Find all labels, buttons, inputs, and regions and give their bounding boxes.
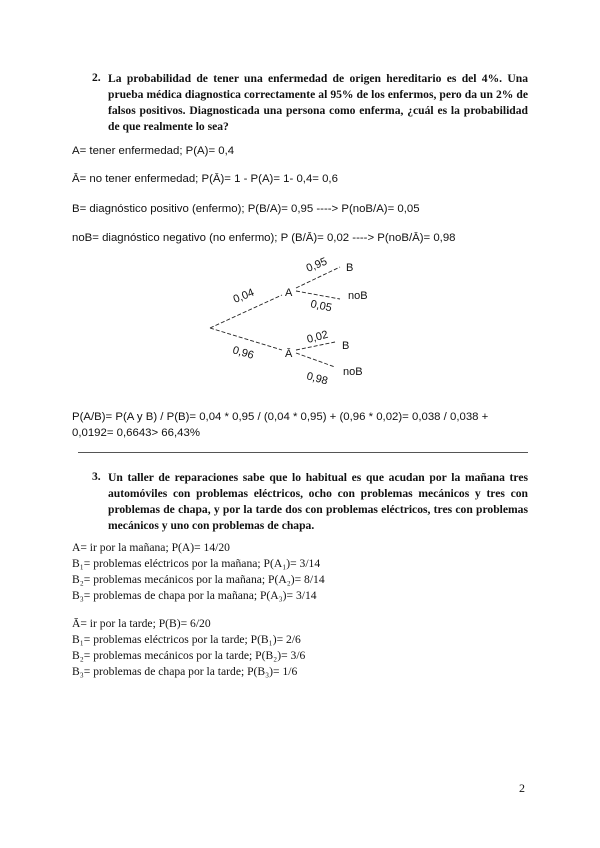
result-line-2: 0,0192= 0,6643> 66,43% [72, 427, 200, 439]
branch-not-a-to-nob [296, 353, 335, 367]
morning-def-b1: B₁= problemas eléctricos por la mañana; P(A₁)= 3/14 [72, 557, 321, 570]
prob-b-given-a: 0,95 [304, 255, 329, 275]
prob-nob-given-not-a: 0,98 [305, 370, 330, 388]
outcome-nob-top: noB [348, 290, 368, 302]
problem-3-statement: Un taller de reparaciones sabe que lo habitual es que acudan por la mañana tres automóviles con problemas eléctricos, ocho con problemas mecánicos y tres con problemas de chapa, y por la tarde dos con problemas eléctricos, tres con problemas mecánicos y uno con problemas de chapa. [108, 471, 528, 532]
problem-2-number: 2. [92, 71, 101, 84]
prob-a-label: 0,04 [231, 286, 256, 306]
problem-2-statement: La probabilidad de tener una enfermedad de origen hereditario es del 4%. Una prueba médica diagnostica correctamente al 95% de los enfermos, pero da un 2% de falsos positivos. Diagnosticada una persona como enferma, ¿cuál es la probabilidad de que realmente lo sea? [108, 72, 528, 133]
morning-def-b3: B₃= problemas de chapa por la mañana; P(A₃)= 3/14 [72, 589, 317, 602]
problem-3-number: 3. [92, 470, 101, 483]
prob-nob-given-a: 0,05 [309, 298, 333, 315]
afternoon-def-not-a: Ā= ir por la tarde; P(B)= 6/20 [72, 617, 211, 630]
afternoon-def-b1: B₁= problemas eléctricos por la tarde; P(B₁)= 2/6 [72, 633, 301, 646]
afternoon-def-b2: B₂= problemas mecánicos por la tarde; P(B₂)= 3/6 [72, 649, 306, 662]
node-a: A [285, 287, 293, 299]
outcome-b-bottom: B [342, 340, 350, 352]
morning-def-b2: B₂= problemas mecánicos por la mañana; P(A₂)= 8/14 [72, 573, 325, 586]
branch-a-to-nob [296, 291, 340, 299]
section-divider [78, 452, 528, 453]
outcome-b-top: B [346, 262, 354, 274]
node-not-a: Ā [285, 348, 293, 360]
definition-a: A= tener enfermedad; P(A)= 0,4 [72, 145, 235, 157]
definition-b: B= diagnóstico positivo (enfermo); P(B/A)= 0,95 ----> P(noB/A)= 0,05 [72, 203, 420, 215]
afternoon-def-b3: B₃= problemas de chapa por la tarde; P(B₃)= 1/6 [72, 665, 298, 678]
definition-no-b: noB= diagnóstico negativo (no enfermo); P (B/Ā)= 0,02 ----> P(noB/Ā)= 0,98 [72, 232, 456, 244]
prob-not-a-label: 0,96 [231, 344, 256, 362]
page-number: 2 [519, 781, 525, 795]
prob-b-given-not-a: 0,02 [305, 328, 330, 346]
morning-def-a: A= ir por la mañana; P(A)= 14/20 [72, 541, 230, 554]
result-line-1: P(A/B)= P(A y B) / P(B)= 0,04 * 0,95 / (0,04 * 0,95) + (0,96 * 0,02)= 0,038 / 0,038 + [72, 411, 489, 423]
definition-not-a: Ā= no tener enfermedad; P(Ā)= 1 - P(A)= 1- 0,4= 0,6 [72, 173, 338, 185]
outcome-nob-bottom: noB [343, 366, 363, 378]
probability-tree [200, 255, 400, 390]
